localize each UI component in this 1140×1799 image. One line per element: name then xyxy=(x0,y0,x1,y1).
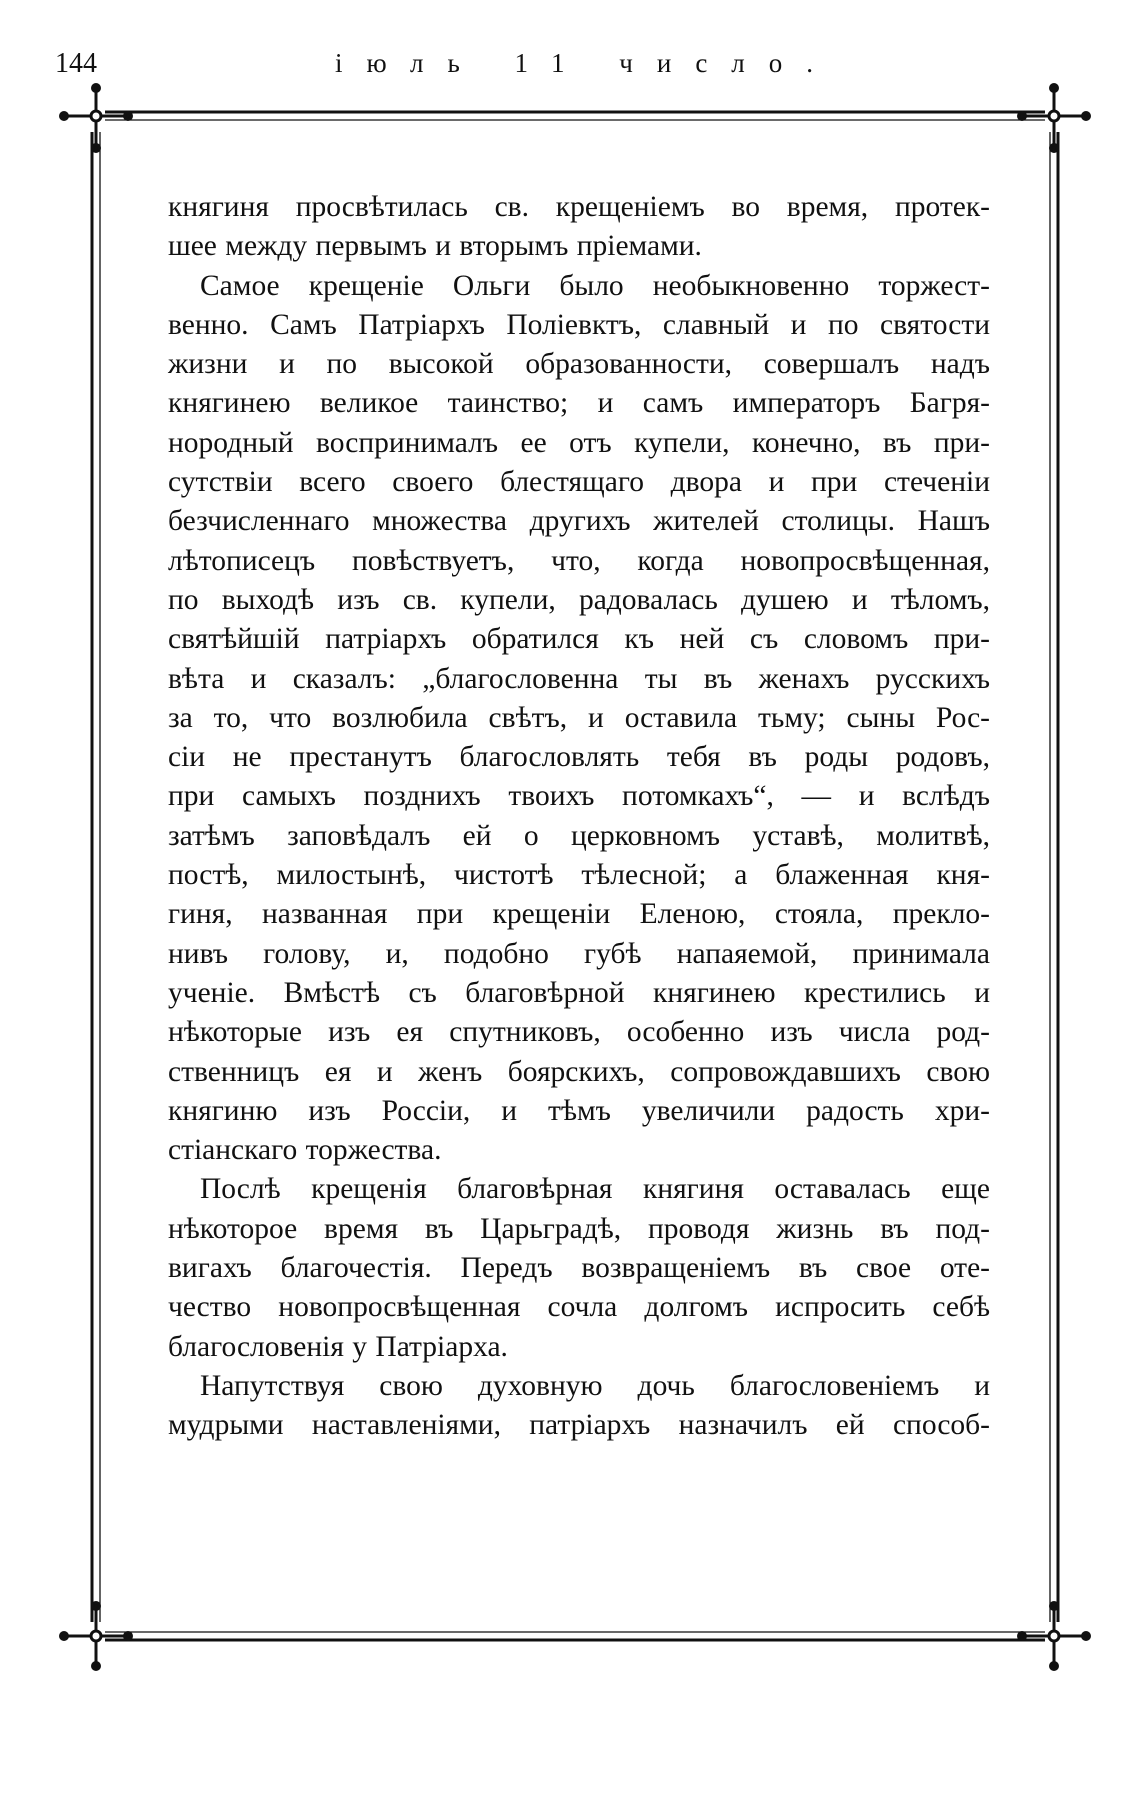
text-line: княгиню изъ Россіи, и тѣмъ увеличили радость хри- xyxy=(168,1094,990,1127)
text-line: за то, что возлюбила свѣтъ, и оставила тьму; сыны Рос- xyxy=(168,701,990,734)
text-line: благословенія у Патріарха. xyxy=(168,1330,508,1363)
paragraph xyxy=(168,1367,990,1446)
text-line: жизни и по высокой образованности, совершалъ надъ xyxy=(168,348,990,381)
running-head-title: іюль 11 число. xyxy=(335,48,838,78)
text-line: вигахъ благочестія. Передъ возвращеніемъ въ свое оте- xyxy=(168,1252,990,1285)
text-line: безчисленнаго множества другихъ жителей столицы. Нашъ xyxy=(168,505,990,538)
text-line: гиня, названная при крещеніи Еленою, стояла, прекло- xyxy=(168,898,990,931)
text-line: Напутствуя свою духовную дочь благословеніемъ и xyxy=(200,1369,990,1402)
corner-cross-icon xyxy=(61,1603,132,1670)
text-line: Послѣ крещенія благовѣрная княгиня оставалась еще xyxy=(200,1173,990,1206)
text-line: лѣтописецъ повѣствуетъ, что, когда новопросвѣщенная, xyxy=(168,544,990,577)
body-text xyxy=(168,188,990,1446)
text-line: святѣйшій патріархъ обратился къ ней съ словомъ при- xyxy=(168,623,990,656)
paragraph xyxy=(168,188,990,267)
text-line: венно. Самъ Патріархъ Поліевктъ, славный и по святости xyxy=(168,308,990,341)
text-line: вѣта и сказалъ: „благословенна ты въ женахъ русскихъ xyxy=(168,662,990,695)
text-line: затѣмъ заповѣдалъ ей о церковномъ уставѣ, молитвѣ, xyxy=(168,819,990,852)
page-number: 144 xyxy=(55,48,97,79)
text-line: стіанскаго торжества. xyxy=(168,1134,442,1167)
text-line: Самое крещеніе Ольги было необыкновенно торжест- xyxy=(200,269,990,302)
text-line: княгиня просвѣтилась св. крещеніемъ во время, протек- xyxy=(168,191,990,223)
text-line: нородный воспринималъ ее отъ купели, конечно, въ при- xyxy=(168,426,990,459)
text-line: чество новопросвѣщенная сочла долгомъ испросить себѣ xyxy=(168,1291,990,1324)
text-line: мудрыми наставленіями, патріархъ назначилъ ей способ- xyxy=(168,1409,990,1442)
text-line: ственницъ ея и женъ боярскихъ, сопровождавшихъ свою xyxy=(168,1055,990,1088)
paragraph xyxy=(168,267,990,1171)
text-line: княгинею великое таинство; и самъ императоръ Багря- xyxy=(168,387,990,420)
text-line: сіи не престанутъ благословлять тебя въ роды родовъ, xyxy=(168,741,990,774)
paragraph xyxy=(168,1170,990,1366)
text-line: сутствіи всего своего блестящаго двора и при стеченіи xyxy=(168,466,990,499)
text-line: по выходѣ изъ св. купели, радовалась душею и тѣломъ, xyxy=(168,583,990,616)
corner-cross-icon xyxy=(1019,1603,1090,1670)
corner-cross-icon xyxy=(61,85,132,152)
text-line: нѣкоторые изъ ея спутниковъ, особенно изъ числа род- xyxy=(168,1016,990,1049)
text-line: постѣ, милостынѣ, чистотѣ тѣлесной; а блаженная кня- xyxy=(168,859,990,892)
text-line: нѣкоторое время въ Царьградѣ, проводя жизнь въ под- xyxy=(168,1212,990,1245)
text-line: при самыхъ позднихъ твоихъ потомкахъ“, — и вслѣдъ xyxy=(168,780,990,813)
text-line: ученіе. Вмѣстѣ съ благовѣрной княгинею крестились и xyxy=(168,976,990,1009)
text-line: шее между первымъ и вторымъ пріемами. xyxy=(168,230,702,263)
corner-cross-icon xyxy=(1019,85,1090,152)
text-line: нивъ голову, и, подобно губѣ напаяемой, принимала xyxy=(168,937,990,970)
